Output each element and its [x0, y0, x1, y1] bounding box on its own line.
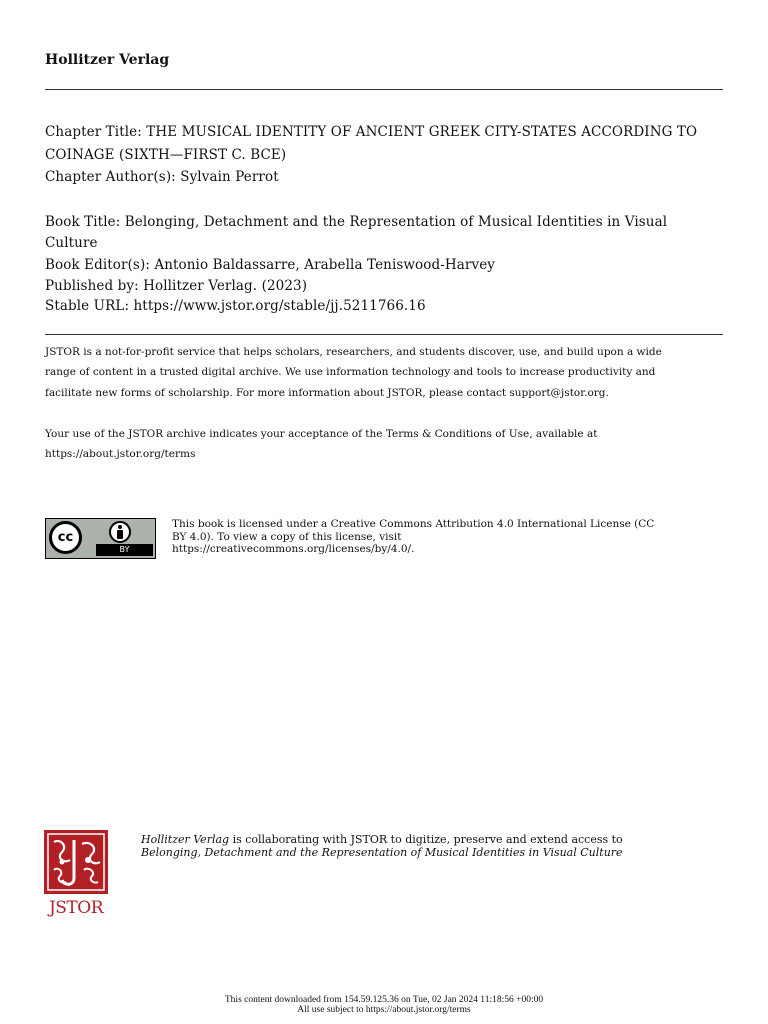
chapter-title-line2: COINAGE (SIXTH—FIRST C. BCE)	[45, 147, 287, 163]
attribution-person-icon	[109, 521, 131, 543]
jstor-logo	[44, 830, 108, 920]
jstor-logo-wordmark: JSTOR	[48, 898, 104, 918]
publisher-header: Hollitzer Verlag	[45, 52, 170, 68]
jstor-info-line3[interactable]: facilitate new forms of scholarship. For more information about JSTOR, please contact support@jstor.org.	[45, 387, 609, 399]
license-line1: This book is licensed under a Creative Commons Attribution 4.0 International License (CC	[172, 518, 655, 530]
collab-text: is collaborating with JSTOR to digitize, preserve and extend access to	[229, 833, 623, 846]
license-url-link[interactable]: https://creativecommons.org/licenses/by/4.0/.	[172, 543, 415, 555]
published-by: Published by: Hollitzer Verlag. (2023)	[45, 278, 308, 294]
cc-by-license-badge[interactable]	[45, 518, 156, 559]
book-editors: Book Editor(s): Antonio Baldassarre, Arabella Teniswood-Harvey	[45, 257, 496, 273]
chapter-author: Chapter Author(s): Sylvain Perrot	[45, 169, 279, 185]
badge-by-label: BY	[96, 544, 153, 556]
collab-book-title: Belonging, Detachment and the Representation of Musical Identities in Visual Culture	[141, 846, 623, 859]
chapter-title-line1: Chapter Title: THE MUSICAL IDENTITY OF ANCIENT GREEK CITY-STATES ACCORDING TO	[45, 124, 698, 140]
terms-link[interactable]: https://about.jstor.org/terms	[45, 448, 196, 460]
book-title-line1: Book Title: Belonging, Detachment and the Representation of Musical Identities in Visual	[45, 214, 668, 230]
top-divider	[45, 89, 723, 90]
creative-commons-icon: cc	[49, 521, 82, 554]
middle-divider	[45, 334, 723, 335]
footer-terms: All use subject to https://about.jstor.org/terms	[297, 1005, 471, 1015]
collab-publisher: Hollitzer Verlag	[141, 833, 230, 846]
license-text	[172, 518, 692, 556]
jstor-info-line1: JSTOR is a not-for-profit service that helps scholars, researchers, and students discover, use, and build upon a wide	[45, 346, 662, 358]
stable-url-link[interactable]: Stable URL: https://www.jstor.org/stable/jj.5211766.16	[45, 298, 426, 314]
jstor-logo-icon	[44, 830, 108, 894]
book-title-line2: Culture	[45, 235, 98, 251]
jstor-info-line2: range of content in a trusted digital archive. We use information technology and tools to increase productivity and	[45, 366, 656, 378]
collaboration-statement	[141, 833, 623, 859]
license-line2: BY 4.0). To view a copy of this license, visit	[172, 530, 402, 543]
footer-download-info: This content downloaded from 154.59.125.36 on Tue, 02 Jan 2024 11:18:56 +00:00	[224, 995, 544, 1005]
terms-line1: Your use of the JSTOR archive indicates your acceptance of the Terms & Conditions of Use, available at	[45, 428, 598, 440]
